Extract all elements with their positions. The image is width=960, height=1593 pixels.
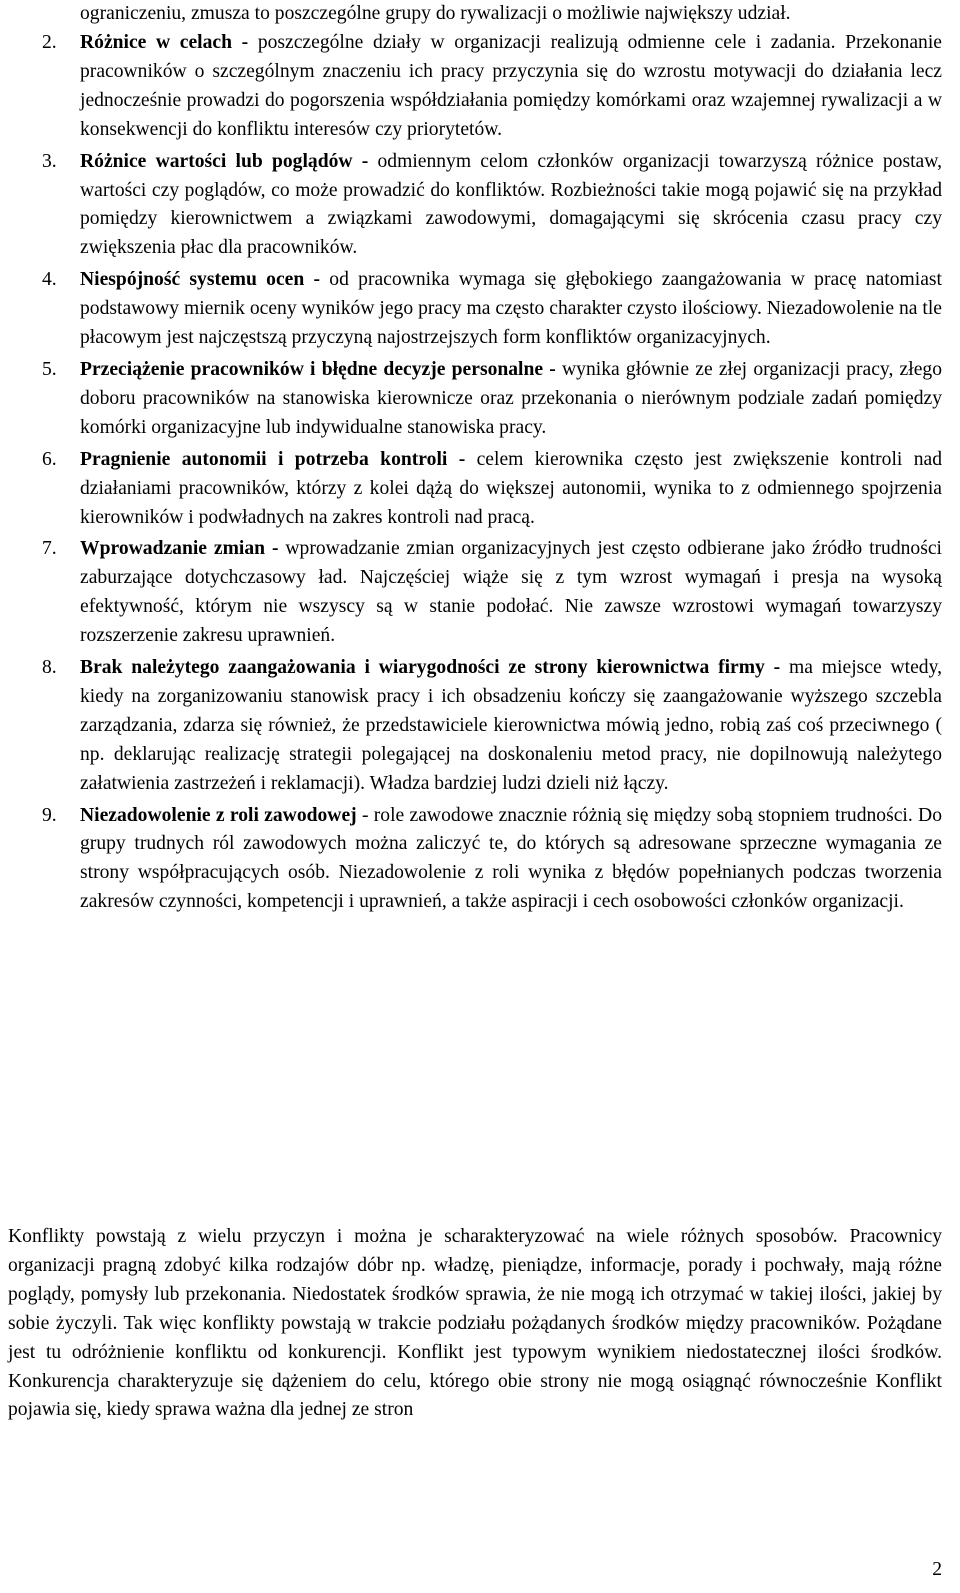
list-item-title: Różnice w celach - [80, 32, 249, 53]
list-item-title: Niespójność systemu ocen - [80, 269, 321, 291]
list-item [0, 266, 942, 353]
list-item-title: Wprowadzanie zmian - [80, 538, 279, 560]
list-item [0, 535, 942, 651]
list-item-text: wprowadzanie zmian organizacyjnych jest często odbierane jako źródło trudności zaburzające dotychczasowy ład. Najczęściej wiąże się z tym wzrost wymagań i presja na wysoką efektywność, którym nie wszyscy są w stanie podołać. Nie zawsze wzrostowi wymagań towarzyszy rozszerzenie zakresu uprawnień. [80, 538, 942, 647]
list-item-title: Pragnienie autonomii i potrzeba kontroli - [80, 448, 466, 470]
list-item-text: wynika głównie ze złej organizacji pracy, złego doboru pracowników na stanowiska kierownicze oraz przekonania o nierównym podziale zadań pomiędzy komórki organizacyjne lub indywidualne stanowiska pracy. [80, 358, 942, 438]
list-item-number: 2. [42, 32, 57, 53]
list-item [0, 148, 942, 264]
list-item [0, 446, 942, 533]
list-item [0, 29, 942, 145]
page-number: 2 [932, 1559, 942, 1580]
list-item [0, 802, 942, 918]
list-item-text: od pracownika wymaga się głębokiego zaangażowania w pracę natomiast podstawowy miernik oceny wyników jego pracy ma często charakter czysto ilościowy. Niezadowolenie na tle płacowym jest najczęstszą przyczyną najostrzejszych form konfliktów organizacyjnych. [80, 269, 943, 349]
list-item-text: odmiennym celom członków organizacji towarzyszą różnice postaw, wartości czy poglądów, co może prowadzić do konfliktów. Rozbieżności takie mogą pojawić się na przykład pomiędzy kierownictwem a związkami zawodowymi, domagającymi się skrócenia czasu pracy czy zwiększenia płac dla pracowników. [80, 150, 942, 259]
summary-paragraph: Konflikty powstają z wielu przyczyn i można je scharakteryzować na wiele różnych sposobów. Pracownicy organizacji pragną zdobyć kilka rodzajów dóbr np. władzę, pieniądze, informacje, porady i pochwały, mają różne poglądy, pomysły lub przekonania. Niedostatek środków sprawia, że nie mogą ich otrzymać w takiej ilości, jakiej by sobie życzyli. Tak więc konflikty powstają w trakcie podziału pożądanych środków między pracowników. Pożądane jest tu odróżnienie konfliktu od konkurencji. Konflikt jest typowym wynikiem niedostatecznej ilości środków. Konkurencja charakteryzuje się dążeniem do celu, którego obie strony nie mogą osiągnąć równocześnie Konflikt pojawia się, kiedy sprawa ważna dla jednej ze stron [8, 1226, 942, 1421]
list-item-title: Niezadowolenie z roli zawodowej [80, 804, 357, 826]
list-item-number: 7. [42, 538, 57, 560]
continuation-paragraph: ograniczeniu, zmusza to poszczególne grupy do rywalizacji o możliwie największy udział. [80, 3, 791, 24]
list-item [0, 356, 942, 443]
list-item-number: 4. [42, 269, 57, 291]
list-item-text: - role zawodowe znacznie różnią się między sobą stopniem trudności. Do grupy trudnych ról zawodowych można zaliczyć te, do których są adresowane sprzeczne wymagania ze strony współpracujących osób. Niezadowolenie z roli wynika z błędów popełnianych podczas tworzenia zakresów czynności, kompetencji i uprawnień, a także aspiracji i cech osobowości członków organizacji. [80, 804, 942, 913]
list-item-number: 9. [42, 804, 57, 826]
list-item-text: ma miejsce wtedy, kiedy na zorganizowaniu stanowisk pracy i ich obsadzeniu kończy się zaangażowanie wyższego szczebla zarządzania, zdarza się również, że przedstawiciele kierownictwa mówią jedno, robią zaś coś przeciwnego ( np. deklarując realizację strategii polegającej na doskonaleniu metod pracy, nie dopilnowują należytego załatwienia zastrzeżeń i reklamacji). Władza bardziej ludzi dzieli niż łączy. [80, 657, 942, 794]
list-item-number: 5. [42, 358, 57, 380]
causes-list [0, 29, 942, 920]
list-item-number: 8. [42, 657, 57, 679]
list-item-title: Różnice wartości lub poglądów - [80, 150, 369, 172]
list-item-title: Brak należytego zaangażowania i wiarygodności ze strony kierownictwa firmy - [80, 657, 781, 679]
list-item-number: 3. [42, 150, 57, 172]
list-item-title: Przeciążenie pracowników i błędne decyzje personalne - [80, 358, 556, 380]
list-item-number: 6. [42, 448, 57, 470]
list-item-text: celem kierownika często jest zwiększenie kontroli nad działaniami pracowników, którzy z kolei dążą do większej autonomii, wynika to z odmiennego spojrzenia kierowników i podwładnych na zakres kontroli nad pracą. [80, 448, 942, 528]
list-item [0, 654, 942, 799]
list-item-text: poszczególne działy w organizacji realizują odmienne cele i zadania. Przekonanie pracowników o szczególnym znaczeniu ich pracy przyczynia się do wzrostu motywacji do działania lecz jednocześnie prowadzi do pogorszenia współdziałania pomiędzy komórkami oraz wzajemnej rywalizacji a w konsekwencji do konfliktu interesów czy priorytetów. [80, 32, 942, 140]
